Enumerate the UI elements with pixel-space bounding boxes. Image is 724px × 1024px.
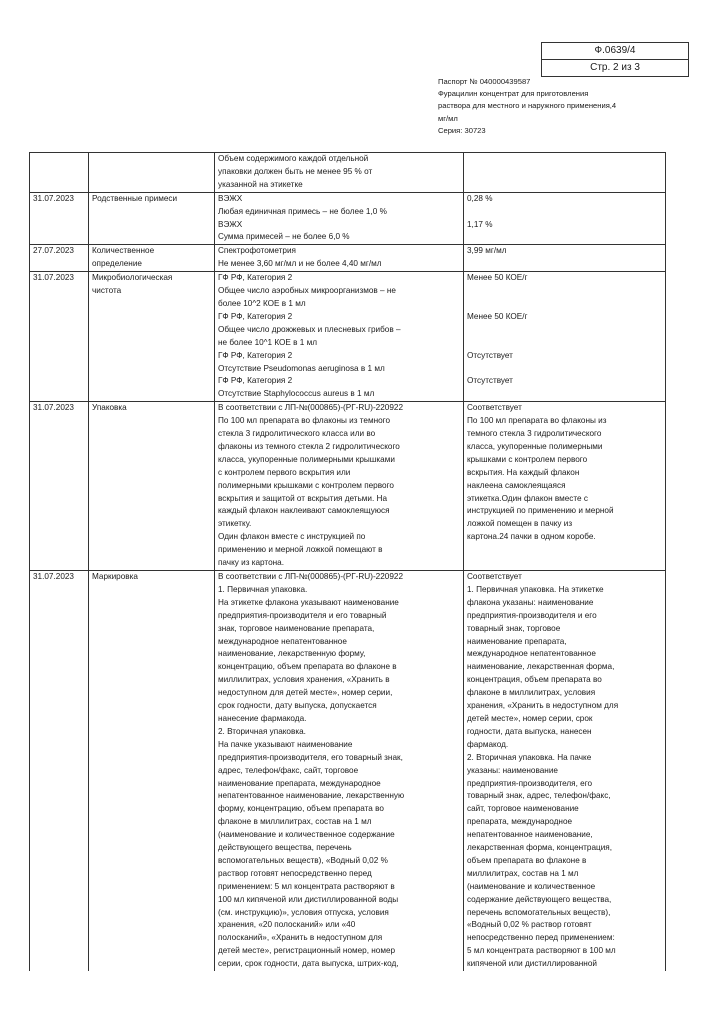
test-date-cell	[30, 245, 89, 272]
cell-line: Количественное	[92, 246, 155, 256]
cell-line: Общее число дрожжевых и плесневых грибов –	[218, 324, 401, 334]
cell-line: 31.07.2023	[33, 403, 74, 413]
cell-line: 5 мл концентрата растворяют в 100 мл	[467, 946, 616, 956]
table-row	[30, 192, 666, 245]
cell-line: Сумма примесей – не более 6,0 %	[218, 232, 350, 242]
table-row	[30, 245, 666, 272]
passport-number: Паспорт № 040000439587	[438, 77, 531, 86]
cell-line: действующего вещества, перечень	[218, 843, 352, 853]
cell-line: серии, срок годности, дата выпуска, штрих-код,	[218, 959, 399, 969]
test-date-cell	[30, 272, 89, 402]
cell-line: класса, укупоренные полимерными крышками	[218, 454, 395, 464]
cell-line: Микробиологическая	[92, 273, 173, 283]
cell-line: раствор готовят непосредственно перед	[218, 868, 372, 878]
cell-line: товарный знак, торговое	[467, 623, 561, 633]
cell-line: миллилитрах, условия хранения, «Хранить в	[218, 675, 390, 685]
cell-line: пачку из картона.	[218, 558, 284, 568]
cell-line: упаковки должен быть не менее 95 % от	[218, 166, 373, 176]
table-row	[30, 571, 666, 972]
cell-line: По 100 мл препарата во флаконы из темного	[218, 416, 391, 426]
cell-line: товарный знак, адрес, телефон/факс,	[467, 791, 611, 801]
cell-line: В соответствии с ЛП-№(000865)-(РГ-RU)-220922	[218, 403, 403, 413]
cell-line: 2. Вторичная упаковка.	[218, 726, 306, 736]
cell-line: крышками с контролем первого	[467, 454, 588, 464]
cell-line: знак, торговое наименование препарата,	[218, 623, 375, 633]
cell-line: ГФ РФ, Категория 2	[218, 311, 293, 321]
requirement-cell	[215, 402, 464, 571]
cell-line: В соответствии с ЛП-№(000865)-(РГ-RU)-220922	[218, 572, 403, 581]
cell-line: 27.07.2023	[33, 246, 74, 256]
cell-line: 31.07.2023	[33, 572, 74, 581]
cell-line: адрес, телефон/факс, сайт, торговое	[218, 765, 359, 775]
cell-line: хранения, «Хранить в недоступном для	[467, 701, 619, 711]
test-date-cell	[30, 192, 89, 245]
cell-line: (наименование и количественное содержание	[218, 830, 395, 840]
cell-line: инструкцией по применению и мерной	[467, 506, 614, 516]
cell-line: 2. Вторичная упаковка. На пачке	[467, 752, 592, 762]
cell-line: (наименование и количественное	[467, 881, 596, 891]
requirement-cell	[215, 245, 464, 272]
cell-line: чистота	[92, 286, 122, 296]
cell-line: предприятия-производителя и его товарный	[218, 610, 387, 620]
cell-line: Соответствует	[467, 403, 522, 413]
cell-line: не более 10^1 КОЕ в 1 мл	[218, 337, 317, 347]
cell-line: 3,99 мг/мл	[467, 246, 507, 256]
cell-line: флаконы из темного стекла 2 гидролитического	[218, 441, 400, 451]
passport-header	[438, 76, 678, 137]
cell-line: содержание действующего вещества,	[467, 894, 612, 904]
cell-line: 1. Первичная упаковка. На этикетке	[467, 584, 604, 594]
cell-line: детей месте», номер серии, срок	[467, 713, 593, 723]
result-cell	[464, 402, 666, 571]
test-date-cell	[30, 402, 89, 571]
cell-line: «Водный 0,02 % раствор готовят	[467, 920, 592, 930]
cell-line: 0,28 %	[467, 193, 493, 203]
cell-line: кипяченой или дистиллированной	[467, 959, 597, 969]
cell-line: предприятия-производителя и его	[467, 610, 597, 620]
cell-line: этикетку.	[218, 519, 252, 529]
cell-line: наименование, лекарственная форма,	[467, 662, 615, 672]
cell-line: стекла 3 гидролитического класса или во	[218, 429, 376, 439]
cell-line: Маркировка	[92, 572, 138, 581]
cell-line: концентрация, объем препарата во	[467, 675, 602, 685]
cell-line: наименование препарата,	[467, 636, 567, 646]
cell-spacer	[467, 285, 662, 298]
cell-line: препарата, международное	[467, 817, 573, 827]
product-name-line-1: Фурацилин концентрат для приготовления	[438, 89, 589, 99]
cell-line: картона.24 пачки в одном коробе.	[467, 532, 596, 542]
cell-line: флаконе в миллилитрах, состав на 1 мл	[218, 817, 372, 827]
requirement-cell	[215, 192, 464, 245]
cell-line: годности, дата выпуска, нанесен	[467, 726, 592, 736]
test-name-cell	[89, 571, 215, 972]
product-name-line-2: раствора для местного и наружного применения,4	[438, 101, 617, 111]
test-name-cell	[89, 402, 215, 571]
test-name-cell	[89, 245, 215, 272]
cell-line: непосредственно перед применением:	[467, 933, 615, 943]
cell-line: сайт, торговое наименование	[467, 804, 579, 814]
form-code: Ф.0639/4	[594, 45, 636, 56]
cell-line: форму, концентрацию, объем препарата во	[218, 804, 384, 814]
result-cell	[464, 245, 666, 272]
test-results-body	[30, 153, 666, 972]
cell-line: На пачке указывают наименование	[218, 739, 353, 749]
cell-line: 31.07.2023	[33, 273, 74, 283]
cell-spacer	[467, 324, 662, 337]
cell-line: международное непатентованное	[218, 636, 347, 646]
cell-line: предприятия-производителя, его	[467, 778, 593, 788]
test-name-cell	[89, 192, 215, 245]
cell-line: 1,17 %	[467, 219, 493, 229]
cell-line: ГФ РФ, Категория 2	[218, 273, 293, 283]
cell-line: 1. Первичная упаковка.	[218, 584, 308, 594]
requirement-cell	[215, 571, 464, 972]
cell-line: ВЭЖХ	[218, 219, 243, 229]
cell-line: Родственные примеси	[92, 193, 178, 203]
cell-line: перечень вспомогательных веществ),	[467, 907, 611, 917]
cell-line: флаконе в миллилитрах, условия	[467, 688, 596, 698]
cell-line: с контролем первого вскрытия или	[218, 467, 351, 477]
cell-line: указанной на этикетке	[218, 179, 303, 189]
table-row	[30, 402, 666, 571]
cell-line: вскрытия и защитой от вскрытия детьми. На	[218, 493, 388, 503]
cell-line: нанесение фармакода.	[218, 713, 307, 723]
cell-line: Любая единичная примесь – не более 1,0 %	[218, 206, 387, 216]
test-date-cell	[30, 571, 89, 972]
cell-line: Отсутствует	[467, 376, 513, 386]
result-cell	[464, 192, 666, 245]
cell-line: (см. инструкцию)», условия отпуска, условия	[218, 907, 389, 917]
cell-line: Менее 50 КОЕ/г	[467, 273, 528, 283]
cell-line: фармакод.	[467, 739, 509, 749]
cell-line: По 100 мл препарата во флаконы из	[467, 416, 607, 426]
cell-line: Общее число аэробных микроорганизмов – не	[218, 286, 396, 296]
cell-line: хранения, «20 полосканий» или «40	[218, 920, 356, 930]
form-code-box	[541, 42, 689, 77]
batch-number: Серия: 30723	[438, 125, 486, 135]
cell-line: Соответствует	[467, 572, 522, 581]
cell-line: применению и мерной ложкой помещают в	[218, 545, 383, 555]
cell-line: Отсутствие Staphylococcus aureus в 1 мл	[218, 389, 375, 399]
cell-line: полимерными крышками с контролем первого	[218, 480, 394, 490]
test-results-table	[29, 152, 666, 971]
cell-line: вспомогательных веществ), «Водный 0,02 %	[218, 855, 388, 865]
cell-spacer	[467, 337, 662, 350]
cell-line: концентрацию, объем препарата во флаконе в	[218, 662, 397, 672]
cell-line: ГФ РФ, Категория 2	[218, 376, 293, 386]
cell-line: наклеена самоклеящаяся	[467, 480, 566, 490]
cell-line: миллилитрах, состав на 1 мл	[467, 868, 579, 878]
cell-line: наименование, лекарственную форму,	[218, 649, 366, 659]
cell-line: определение	[92, 259, 142, 269]
page-counter: Стр. 2 из 3	[542, 59, 688, 76]
table-row	[30, 272, 666, 402]
test-date-cell	[30, 153, 89, 193]
cell-line: Объем содержимого каждой отдельной	[218, 154, 369, 163]
cell-line: непатентованное наименование,	[467, 830, 593, 840]
cell-line: На этикетке флакона указывают наименование	[218, 597, 399, 607]
cell-line: предприятия-производителя, его товарный знак,	[218, 752, 403, 762]
cell-line: этикетка.Один флакон вместе с	[467, 493, 588, 503]
cell-spacer	[467, 298, 662, 311]
cell-line: непатентованное наименование, лекарственную	[218, 791, 405, 801]
cell-line: 100 мл кипяченой или дистиллированной воды	[218, 894, 399, 904]
cell-line: наименование препарата, международное	[218, 778, 381, 788]
result-cell	[464, 571, 666, 972]
cell-line: объем препарата во флаконе в	[467, 855, 587, 865]
cell-line: детей месте», регистрационный номер, номер	[218, 946, 396, 956]
cell-line: применением: 5 мл концентрата растворяют в	[218, 881, 395, 891]
cell-line: лекарственная форма, концентрация,	[467, 843, 612, 853]
cell-line: международное непатентованное	[467, 649, 596, 659]
requirement-cell	[215, 153, 464, 193]
cell-line: Упаковка	[92, 403, 127, 413]
table-row	[30, 153, 666, 193]
result-cell	[464, 272, 666, 402]
cell-line: каждый флакон наклеивают самоклеящуюся	[218, 506, 390, 516]
cell-line: более 10^2 КОЕ в 1 мл	[218, 298, 306, 308]
cell-line: указаны: наименование	[467, 765, 558, 775]
cell-spacer	[467, 362, 662, 375]
cell-spacer	[467, 206, 662, 219]
cell-line: Отсутствие Pseudomonas aeruginosa в 1 мл	[218, 363, 385, 373]
cell-line: ложкой помещен в пачку из	[467, 519, 573, 529]
cell-line: полосканий», «Хранить в недоступном для	[218, 933, 383, 943]
cell-line: Не менее 3,60 мг/мл и не более 4,40 мг/мл	[218, 259, 382, 269]
test-name-cell	[89, 153, 215, 193]
cell-line: Один флакон вместе с инструкцией по	[218, 532, 366, 542]
cell-line: Спектрофотометрия	[218, 246, 296, 256]
product-name-line-3: мг/мл	[438, 113, 458, 123]
test-name-cell	[89, 272, 215, 402]
cell-line: 31.07.2023	[33, 193, 74, 203]
requirement-cell	[215, 272, 464, 402]
cell-line: ГФ РФ, Категория 2	[218, 350, 293, 360]
cell-line: флакона указаны: наименование	[467, 597, 594, 607]
cell-line: Отсутствует	[467, 350, 513, 360]
cell-line: темного стекла 3 гидролитического	[467, 429, 602, 439]
cell-line: Менее 50 КОЕ/г	[467, 311, 528, 321]
cell-line: ВЭЖХ	[218, 193, 243, 203]
cell-line: вскрытия. На каждый флакон	[467, 467, 580, 477]
cell-line: недоступном для детей месте», номер серии,	[218, 688, 393, 698]
cell-line: срок годности, дату выпуска, допускается	[218, 701, 377, 711]
result-cell	[464, 153, 666, 193]
cell-line: класса, укупоренные полимерными	[467, 441, 603, 451]
